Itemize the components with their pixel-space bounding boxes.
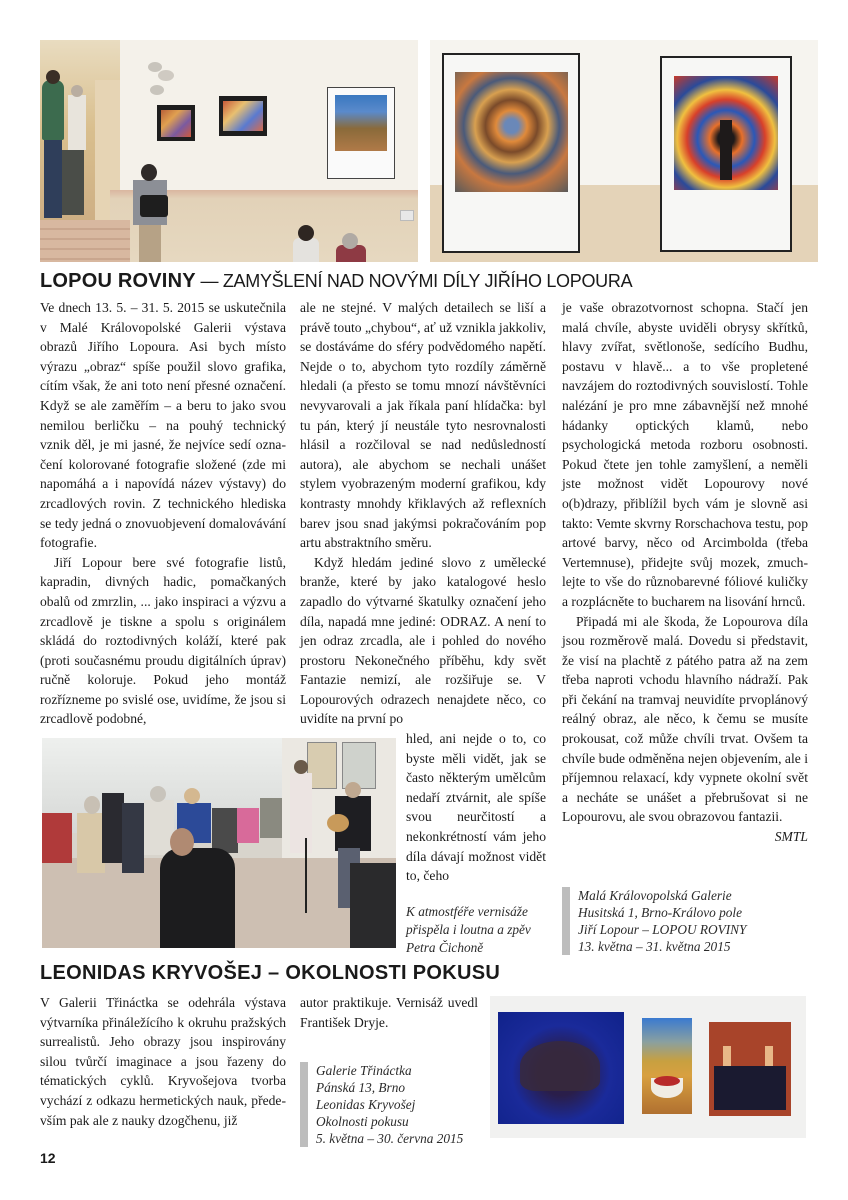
article1-column-1 [40, 298, 286, 729]
photo-surrealist-paintings [490, 996, 806, 1138]
page-number: 12 [40, 1150, 56, 1166]
infobox-artist: Leonidas Kryvošej [316, 1097, 416, 1112]
article2-column-2 [300, 993, 478, 1032]
infobox-exhibition: Okolnosti pokusu [316, 1114, 409, 1129]
paragraph [562, 612, 808, 845]
paragraph-text: Připadá mi ale škoda, že Lopourova díla jsou rozměrově malá. Dovedu si představit, že visí na plachtě z pátého patra až na zem třeba naproti vchodu hlavního nádraží. Pak při čekání na tramvaj neuvidíte prvoplánový reálný obraz, ale něco, k čemu se musíte prokousat, což může chvíli trvat. Ovšem ta chvíle bude odměněna nejen objevením, ale i příjemnou relaxací, kdy vypnete okolní svět a necháte se unášet a přebrušovat si ne Lopourovu, ale svou obrazovou fantazii. [562, 613, 808, 825]
article-title-kryvosej: LEONIDAS KRYVOŠEJ – OKOLNOSTI POKUSU [40, 962, 501, 984]
paragraph: Ve dnech 13. 5. – 31. 5. 2015 se uskutečnila v Malé Královopolské Galerii výstava obrazů Jiřího Lopoura. Asi bych místo výrazu „obraz“ spíše použil slovo grafika, cítím však, že ani toto není přesné označení. Když se ale zaměřím – a beru to jako svou nemilou berličku – na pouhý technický vznik děl, je mi jasné, že nejvíce sedí označení kolorované fotografie složené (zde mi napomáhá a i napovídá název výstavy) do zrcadlových rovin. Z technického hlediska se tedy jedná o znovuobjevení domalovávání fotografie. [40, 300, 286, 551]
paragraph: Když hledám jediné slovo z umělecké branže, které by jako katalogové heslo zapadlo do výtvarné škatulky označení jeho díla, napadá mne jediné: ODRAZ. A není to jen odraz zrcadla, ale i pohled do nového prostoru Nekonečného příběhu, kdy svět Fantazie nemizí, ale rozšiřuje se. V Lopourových odrazech nenajdete něco, co uvidíte na první po [300, 554, 546, 727]
article1-column-2 [300, 298, 546, 729]
article1-column-3 [562, 298, 808, 847]
title-bold-part: LOPOU ROVINY [40, 270, 196, 292]
exhibition-infobox-lopour [562, 887, 814, 955]
paragraph: autor praktikuje. Vernisáž uvedl František Dryje. [300, 995, 478, 1030]
paragraph: je vaše obrazotvornost schopna. Stačí jen malá chvíle, abyste uviděli obrysy skřítků, hlavy zvířat, světlonoše, sedícího Budhu, postavu v hlavě... a to vše propletené navzájem do roztodivných souvislostí. Tohle nalézání je pro mne zábavnější než mnohé hádanky optických klamů, nebo psychologická metoda rozboru osobnosti. Pokud čtete jen tohle zamyšlení, a neměli jste možnost vidět Lopourovy nové o(b)drazy, přiblížil bych vám je slovně asi takto: Vemte skvrny Rorschachova testu, pop artové barvy, něco od Arcimbolda (třeba Vertemnuse), přidejte svůj mozek, zmuchlejte to vše do různobarevné fóliové kuličky a rozplácněte to bucharem na lisování hrnců. [562, 300, 808, 609]
paragraph: hled, ani nejde o to, co byste měli vidět, jak se často některým umělcům nedaří ztvárnit, ale spíše svou neurčitostí a nekonkrétností vám jeho díla dávají možnost vidět to, čeho [406, 731, 546, 884]
author-signature: SMTL [774, 829, 808, 845]
article1-column-2-wrap [406, 729, 546, 886]
caption-line: K atmostféře vernisáže [406, 904, 528, 919]
photo-framed-collages [430, 40, 818, 262]
caption-line: Petra Čichoně [406, 940, 484, 955]
infobox-exhibition: Jiří Lopour – LOPOU ROVINY [578, 922, 747, 937]
infobox-gallery: Galerie Třináctka [316, 1063, 412, 1078]
caption-line: přispěla i loutna a zpěv [406, 922, 531, 937]
infobox-dates: 5. května – 30. června 2015 [316, 1131, 464, 1146]
paragraph: V Galerii Třináctka se odehrála výstava výtvarníka přináležícího k okruhu pražských surrealistů. Jeho obrazy jsou inspirovány silou tvůrčí imaginace a jsou řazeny do tématických cyklů. Kryvošejova tvorba vychází z odkazu hermetických nauk, především pak ale z nauky dzogčhenu, již [40, 995, 286, 1128]
infobox-dates: 13. května – 31. května 2015 [578, 939, 731, 954]
exhibition-infobox-kryvosej [300, 1062, 488, 1147]
infobox-gallery: Malá Královopolská Galerie [578, 888, 732, 903]
paragraph: Jiří Lopour bere své fotografie listů, kapradin, divných hadic, pomačkaných obalů od zmrzlin, ... jako inspiraci a výzvu a zrcadlově je tiskne a spolu s originálem skládá do roztodivných koláží, které pak (proti současnému proudu digitálních úprav) ručně koloruje. Pokud jeho montáž rozřízneme po svislé ose, uvidíme, že jsou si zrcadlově podobné, [40, 554, 286, 727]
article-title-lopou-roviny [40, 270, 632, 293]
infobox-address: Husitská 1, Brno-Královo pole [578, 905, 742, 920]
paragraph: ale ne stejné. V malých detailech se liší a právě touto „chybou“, ať už vznikla jakkoliv, se dostáváme do sféry podvědomého napětí. Nejde o to, abychom tyto rozdíly záměrně hledali (a přesto se tomu mnozí návštěvníci nevyvarovali a jak říkala paní hlídačka: byl tu pán, který jí neustále tyto nesrovnalosti hlásil a rozčiloval se nad nedůsledností autora), ale abychom se nechali unášet stylem vyobrazeným moderní grafikou, kdy kontrasty mnohdy křiklavých až reflexních barev jsou snad jakýmsi pokračováním pop artu abstraktního směru. [300, 300, 546, 551]
article2-column-1 [40, 993, 286, 1130]
photo-vernissage-lute [42, 738, 396, 948]
photo-gallery-interior [40, 40, 418, 262]
infobox-address: Pánská 13, Brno [316, 1080, 406, 1095]
title-subtitle-part: — ZAMYŠLENÍ NAD NOVÝMI DÍLY JIŘÍHO LOPOURA [195, 271, 633, 291]
photo-caption-vernissage [406, 903, 554, 957]
